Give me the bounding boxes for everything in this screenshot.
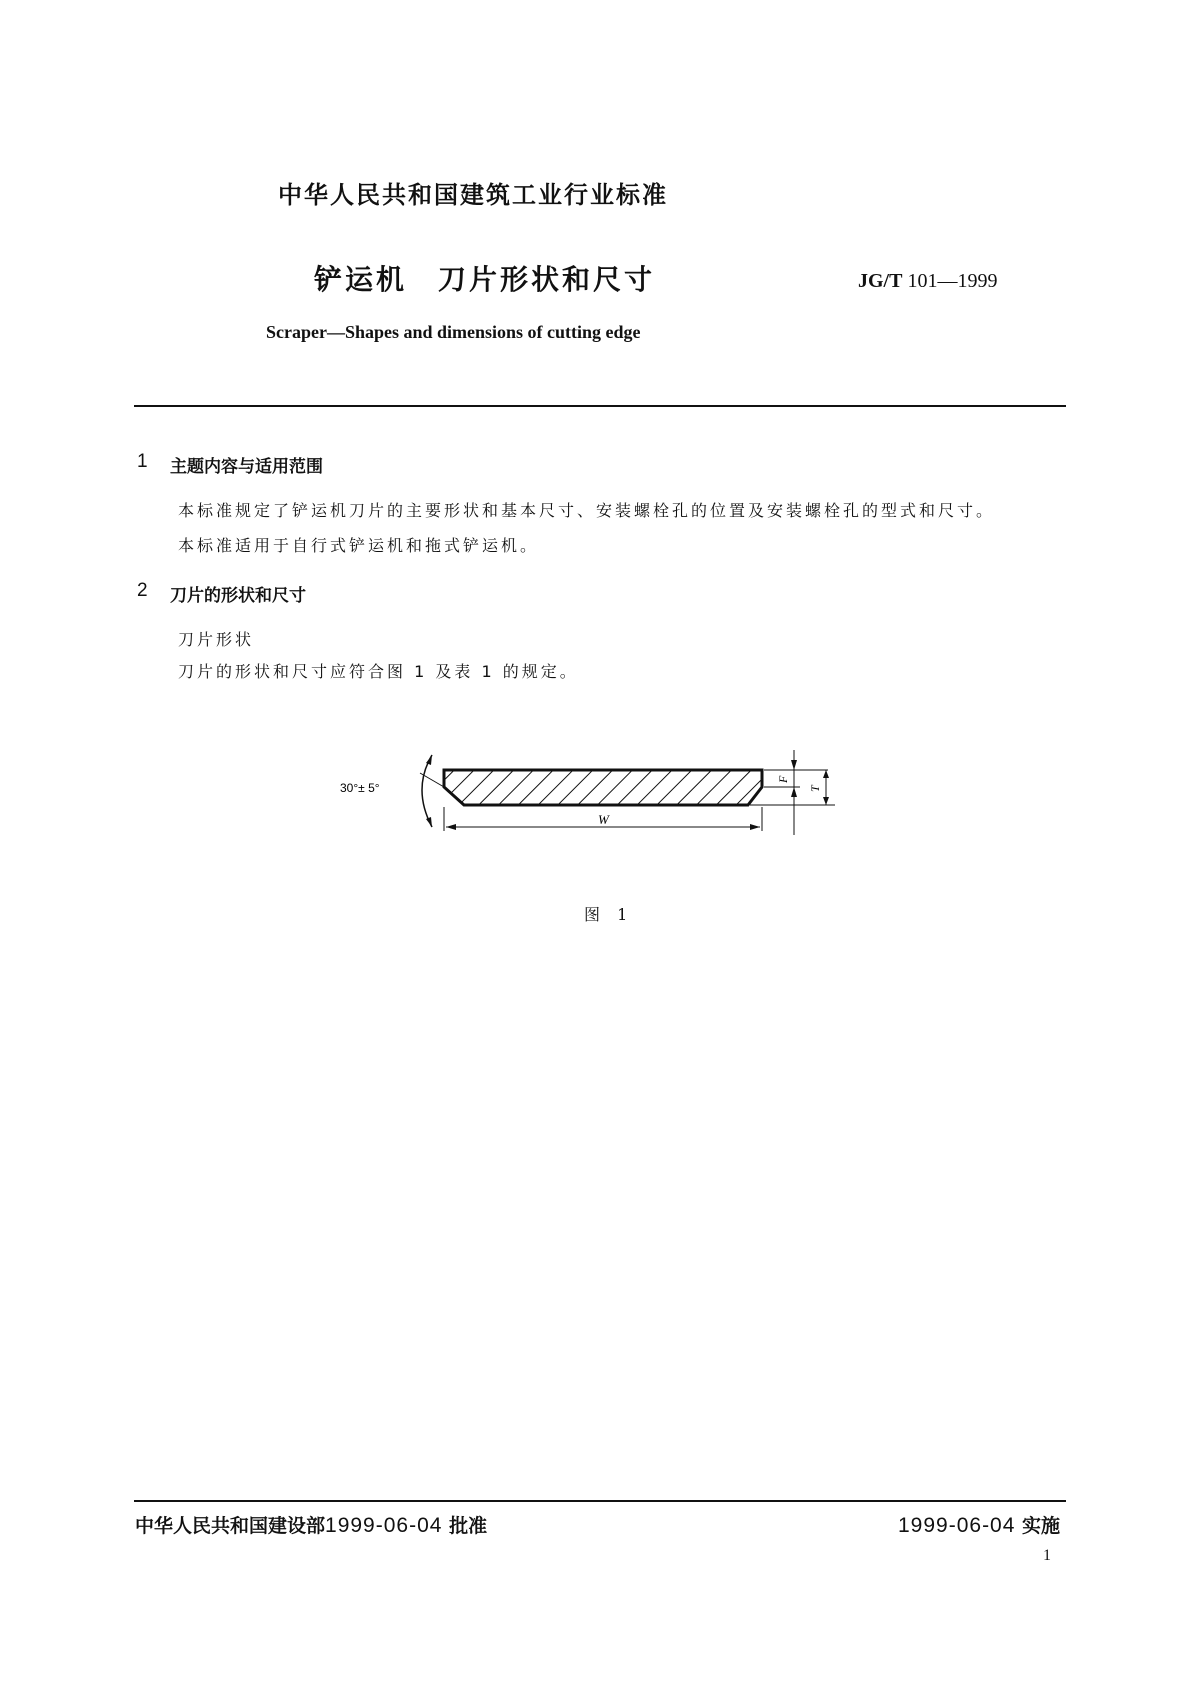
- approval-suffix: 批准: [449, 1515, 488, 1537]
- implementation-date: 1999-06-04: [898, 1514, 1016, 1537]
- implementation-line: [898, 1511, 1060, 1538]
- standard-code-number: 101—1999: [907, 270, 998, 292]
- approval-org: 中华人民共和国建设部: [135, 1515, 326, 1537]
- section-2-subtitle: 刀片形状: [178, 630, 255, 649]
- page-number: 1: [1043, 1547, 1051, 1564]
- section-1-number: 1: [137, 451, 148, 472]
- section-1-paragraph-2: 本标准适用于自行式铲运机和拖式铲运机。: [178, 536, 540, 555]
- implementation-suffix: 实施: [1022, 1515, 1061, 1537]
- industry-standard-heading: 中华人民共和国建筑工业行业标准: [278, 181, 668, 209]
- section-2-paragraph-1: 刀片的形状和尺寸应符合图 1 及表 1 的规定。: [178, 662, 579, 681]
- footer-divider: [134, 1500, 1066, 1502]
- thickness-dimensions: [750, 750, 835, 835]
- header-divider: [134, 405, 1066, 407]
- document-title-cn: 铲运机 刀片形状和尺寸: [314, 263, 656, 296]
- section-2-number: 2: [137, 580, 148, 601]
- blade-cross-section-diagram: [340, 745, 860, 845]
- width-label: W: [598, 812, 609, 827]
- document-title-en: Scraper—Shapes and dimensions of cutting edge: [266, 322, 641, 342]
- blade-profile: [444, 770, 762, 805]
- section-2-title: 刀片的形状和尺寸: [170, 586, 306, 606]
- t-label: T: [808, 785, 822, 792]
- approval-date: 1999-06-04: [325, 1514, 443, 1537]
- section-1-paragraph-1: 本标准规定了铲运机刀片的主要形状和基本尺寸、安装螺栓孔的位置及安装螺栓孔的型式和尺寸。: [178, 501, 996, 520]
- section-1-title: 主题内容与适用范围: [170, 457, 323, 477]
- standard-code-letters: JG/T: [858, 270, 903, 292]
- f-label: F: [776, 775, 790, 783]
- figure-caption: 图 1: [584, 905, 634, 924]
- approval-line: [135, 1511, 487, 1538]
- angle-label: 30°± 5°: [340, 781, 380, 795]
- standard-code: [858, 270, 997, 293]
- angle-dimension: [420, 755, 444, 827]
